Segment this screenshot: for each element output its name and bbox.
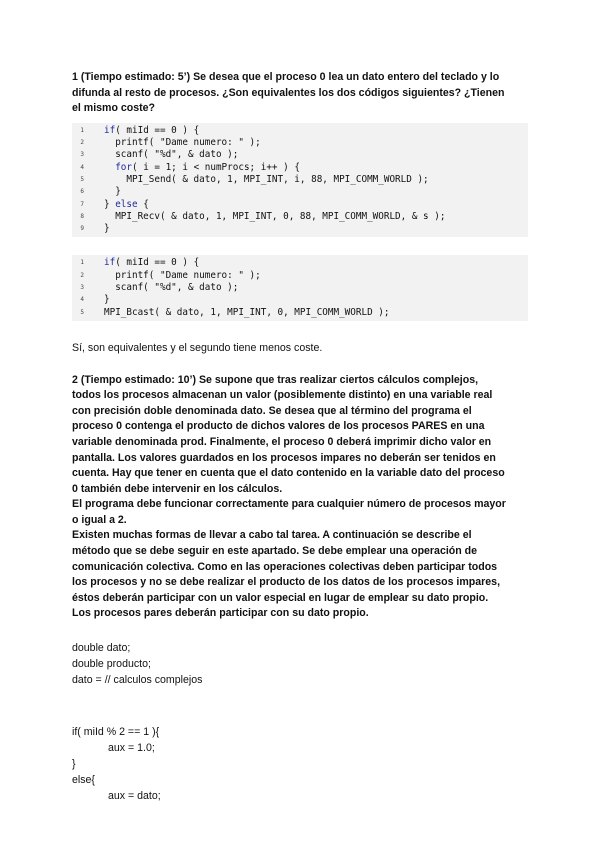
code-line: 2 printf( "Dame numero: " ); [80, 269, 261, 281]
code-line: } [72, 758, 76, 771]
question-2-statement [72, 373, 532, 623]
code-line: dato = // calculos complejos [72, 674, 203, 687]
code-block-bcast [72, 255, 528, 320]
code-line: if( miId % 2 == 1 ){ [72, 726, 160, 739]
text-line: el mismo coste? [72, 102, 156, 115]
code-line: 1 if( miId == 0 ) { [80, 124, 200, 136]
code-line: 5 MPI_Send( & dato, 1, MPI_INT, i, 88, MPI_COMM_WORLD ); [80, 173, 429, 185]
code-line: 3 scanf( "%d", & dato ); [80, 149, 239, 161]
text-line: los procesos y no se debe realizar el producto de los datos de los procesos impares, [72, 576, 501, 589]
code-line: 6 } [80, 186, 121, 198]
text-line: 1 (Tiempo estimado: 5’) Se desea que el proceso 0 lea un dato entero del teclado y lo [72, 71, 500, 83]
text-line: todos los procesos almacenan un valor (posiblemente distinto) en una variable real [72, 389, 493, 402]
code-block-send-recv [72, 123, 528, 238]
code-line: 7 } else { [80, 198, 149, 210]
text-line: Los procesos pares deberán participar con su dato propio. [72, 607, 369, 620]
text-line: comunicación colectiva. Como en las operaciones colectivas deben participar todos [72, 560, 498, 573]
code-declarations [72, 640, 532, 688]
code-line: else{ [72, 774, 95, 787]
text-line: cuenta. Hay que tener en cuenta que el dato contenido en la variable dato del proceso [72, 467, 505, 480]
question-1-statement [72, 70, 532, 117]
text-line: difunda al resto de procesos. ¿Son equivalentes los dos códigos siguientes? ¿Tienen [72, 86, 505, 99]
text-line: El programa debe funcionar correctamente para cualquier número de procesos mayor [72, 498, 506, 511]
text-line: proceso 0 contenga el producto de dichos valores de los procesos PARES en una [72, 420, 485, 433]
question-1-answer: Sí, son equivalentes y el segundo tiene menos coste. [72, 341, 323, 354]
text-line: 0 también debe intervenir en los cálculos. [72, 482, 283, 495]
code-line: 3 scanf( "%d", & dato ); [80, 282, 239, 294]
code-line: double producto; [72, 658, 151, 671]
code-line: 9 } [80, 223, 110, 235]
code-keyword: for [115, 161, 132, 173]
code-line: 8 MPI_Recv( & dato, 1, MPI_INT, 0, 88, MPI_COMM_WORLD, & s ); [80, 210, 446, 222]
code-if-else [72, 724, 532, 804]
code-keyword: if [104, 124, 116, 136]
code-line: 4 } [80, 294, 110, 306]
code-line: aux = dato; [108, 790, 161, 803]
text-line: éstos deberán participar con un valor especial en lugar de emplear su dato propio. [72, 591, 489, 604]
code-keyword: if [104, 257, 116, 269]
document-page [72, 70, 532, 804]
text-line: o igual a 2. [72, 513, 127, 526]
code-line: aux = 1.0; [108, 742, 155, 755]
text-line: método que se debe seguir en este apartado. Se debe emplear una operación de [72, 545, 478, 558]
code-line: 1 if( miId == 0 ) { [80, 257, 200, 269]
text-line: con precisión doble denominada dato. Se desea que al término del programa el [72, 404, 472, 417]
text-line: Existen muchas formas de llevar a cabo tal tarea. A continuación se describe el [72, 529, 472, 542]
code-line: 5 MPI_Bcast( & dato, 1, MPI_INT, 0, MPI_COMM_WORLD ); [80, 306, 390, 318]
code-line: 2 printf( "Dame numero: " ); [80, 137, 261, 149]
text-line: pantalla. Los valores guardados en los procesos impares no deberán ser tenidos en [72, 451, 496, 464]
code-line: double dato; [72, 642, 131, 655]
code-keyword: else [115, 198, 138, 210]
text-line: variable denominada prod. Finalmente, el proceso 0 deberá imprimir dicho valor en [72, 435, 492, 448]
text-line: 2 (Tiempo estimado: 10’) Se supone que tras realizar ciertos cálculos complejos, [72, 373, 479, 386]
code-line: 4 for( i = 1; i < numProcs; i++ ) { [80, 161, 300, 173]
